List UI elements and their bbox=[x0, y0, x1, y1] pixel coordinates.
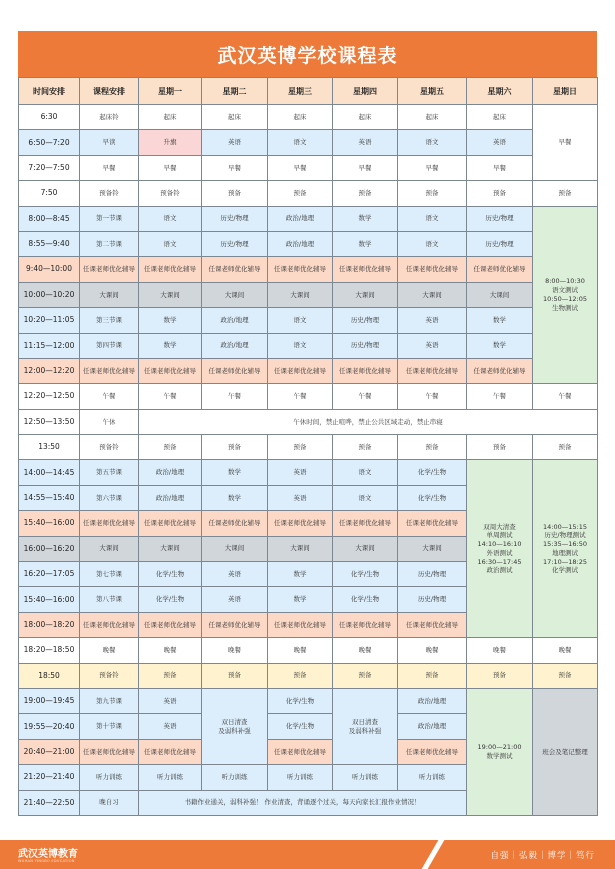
footer-divider bbox=[422, 840, 445, 869]
day-cell: 早餐 bbox=[268, 155, 333, 180]
table-row bbox=[19, 638, 598, 663]
day-cell: 语文 bbox=[333, 460, 398, 485]
day-cell: 英语 bbox=[398, 308, 467, 333]
day-cell: 数学 bbox=[202, 460, 268, 485]
day-cell: 化学/生物 bbox=[333, 562, 398, 587]
header-cell: 星期六 bbox=[467, 78, 533, 105]
time-cell: 16:20—17:05 bbox=[19, 562, 80, 587]
day-cell: 大课间 bbox=[333, 536, 398, 561]
time-cell: 9:40—10:00 bbox=[19, 257, 80, 282]
day-cell: 预备 bbox=[333, 663, 398, 688]
day-cell: 预备 bbox=[467, 435, 533, 460]
day-cell: 历史/物理 bbox=[333, 333, 398, 358]
day-cell: 语文 bbox=[268, 130, 333, 155]
day-cell: 听力训练 bbox=[202, 765, 268, 790]
day-cell: 语文 bbox=[268, 308, 333, 333]
course-cell: 第五节课 bbox=[80, 460, 139, 485]
day-cell: 起床 bbox=[268, 105, 333, 130]
table-row bbox=[19, 460, 598, 485]
day-cell: 任课老师优化辅导 bbox=[202, 511, 268, 536]
day-cell: 化学/生物 bbox=[398, 460, 467, 485]
day-cell: 晚餐 bbox=[139, 638, 202, 663]
header-cell: 星期日 bbox=[533, 78, 598, 105]
day-cell: 语文 bbox=[398, 130, 467, 155]
course-cell: 午休 bbox=[80, 409, 139, 434]
day-cell: 政治/地理 bbox=[139, 485, 202, 510]
header-row bbox=[19, 78, 598, 105]
day-cell: 任课老师优化辅导 bbox=[398, 739, 467, 764]
day-cell: 午餐 bbox=[467, 384, 533, 409]
header-cell: 星期二 bbox=[202, 78, 268, 105]
day-cell: 晚餐 bbox=[268, 638, 333, 663]
day-cell: 英语 bbox=[333, 130, 398, 155]
course-cell: 任课老师优化辅导 bbox=[80, 612, 139, 637]
course-cell: 早餐 bbox=[80, 155, 139, 180]
day-cell: 大课间 bbox=[202, 282, 268, 307]
day-cell: 午餐 bbox=[268, 384, 333, 409]
table-row bbox=[19, 206, 598, 231]
day-cell: 历史/物理 bbox=[398, 587, 467, 612]
day-cell: 任课老师优化辅导 bbox=[268, 739, 333, 764]
course-cell: 第一节课 bbox=[80, 206, 139, 231]
day-cell: 晚餐 bbox=[467, 638, 533, 663]
time-cell: 16:00—16:20 bbox=[19, 536, 80, 561]
time-cell: 13:50 bbox=[19, 435, 80, 460]
day-cell: 任课老师优化辅导 bbox=[467, 358, 533, 383]
day-cell: 起床 bbox=[139, 105, 202, 130]
day-cell: 预备 bbox=[467, 181, 533, 206]
day-cell: 英语 bbox=[139, 688, 202, 713]
day-cell: 任课老师优化辅导 bbox=[398, 612, 467, 637]
day-cell: 早餐 bbox=[333, 155, 398, 180]
time-cell: 12:20—12:50 bbox=[19, 384, 80, 409]
day-cell: 任课老师优化辅导 bbox=[202, 257, 268, 282]
day-cell: 预备 bbox=[268, 435, 333, 460]
day-cell: 任课老师优化辅导 bbox=[139, 358, 202, 383]
day-cell: 起床 bbox=[398, 105, 467, 130]
table-row bbox=[19, 358, 598, 383]
day-cell: 英语 bbox=[398, 333, 467, 358]
merged-cell-tuesday-evening: 双日清查 及弱科补强 bbox=[202, 688, 268, 764]
day-cell: 听力训练 bbox=[268, 765, 333, 790]
course-cell: 预备铃 bbox=[80, 435, 139, 460]
day-cell: 英语 bbox=[467, 130, 533, 155]
header-cell: 课程安排 bbox=[80, 78, 139, 105]
day-cell: 晚餐 bbox=[533, 638, 598, 663]
day-cell: 起床 bbox=[467, 105, 533, 130]
course-cell: 晚自习 bbox=[80, 790, 139, 815]
table-row bbox=[19, 282, 598, 307]
day-cell: 预备 bbox=[333, 181, 398, 206]
day-cell: 预备 bbox=[202, 663, 268, 688]
time-cell: 21:40—22:50 bbox=[19, 790, 80, 815]
day-cell: 任课老师优化辅导 bbox=[333, 358, 398, 383]
day-cell: 语文 bbox=[268, 333, 333, 358]
day-cell: 化学/生物 bbox=[268, 688, 333, 713]
day-cell: 早餐 bbox=[467, 155, 533, 180]
course-cell: 午餐 bbox=[80, 384, 139, 409]
day-cell: 任课老师优化辅导 bbox=[333, 511, 398, 536]
time-cell: 15:40—16:00 bbox=[19, 587, 80, 612]
day-cell: 预备 bbox=[268, 663, 333, 688]
time-cell: 8:00—8:45 bbox=[19, 206, 80, 231]
day-cell: 任课老师优化辅导 bbox=[139, 739, 202, 764]
day-cell: 语文 bbox=[398, 231, 467, 256]
table-row bbox=[19, 688, 598, 713]
course-cell: 预备铃 bbox=[80, 663, 139, 688]
time-cell: 6:50—7:20 bbox=[19, 130, 80, 155]
merged-cell-sunday-evening: 班会及笔记整理 bbox=[533, 688, 598, 815]
day-cell: 大课间 bbox=[398, 282, 467, 307]
course-cell: 任课老师优化辅导 bbox=[80, 739, 139, 764]
merged-cell-thursday-evening: 双日清查 及弱科补强 bbox=[333, 688, 398, 764]
merged-cell-sunday-afternoon-tests: 14:00—15:15 历史/物理测试 15:35—16:50 地理测试 17:10—18:25 化学测试 bbox=[533, 460, 598, 638]
day-cell: 语文 bbox=[139, 231, 202, 256]
day-cell: 预备 bbox=[398, 663, 467, 688]
day-cell: 晚餐 bbox=[202, 638, 268, 663]
table-row bbox=[19, 105, 598, 130]
day-cell: 升旗 bbox=[139, 130, 202, 155]
time-cell: 7:20—7:50 bbox=[19, 155, 80, 180]
merged-cell-saturday-evening-test: 19:00—21:00 数学测试 bbox=[467, 688, 533, 815]
footer-logo-subtitle: WUHAN YINGBO EDUCATION bbox=[18, 859, 75, 863]
day-cell: 历史/物理 bbox=[398, 562, 467, 587]
day-cell: 预备 bbox=[139, 435, 202, 460]
header-cell: 星期一 bbox=[139, 78, 202, 105]
day-cell: 听力训练 bbox=[139, 765, 202, 790]
day-cell: 历史/物理 bbox=[467, 206, 533, 231]
day-cell: 预备 bbox=[533, 181, 598, 206]
day-cell: 政治/地理 bbox=[268, 231, 333, 256]
day-cell: 预备 bbox=[398, 435, 467, 460]
day-cell: 午餐 bbox=[333, 384, 398, 409]
time-cell: 7:50 bbox=[19, 181, 80, 206]
day-cell: 任课老师优化辅导 bbox=[398, 358, 467, 383]
day-cell: 英语 bbox=[202, 587, 268, 612]
day-cell: 数学 bbox=[202, 485, 268, 510]
day-cell: 政治/地理 bbox=[398, 714, 467, 739]
day-cell: 任课老师优化辅导 bbox=[268, 612, 333, 637]
footer-bar bbox=[0, 840, 615, 869]
day-cell: 任课老师优化辅导 bbox=[202, 358, 268, 383]
day-cell: 起床 bbox=[333, 105, 398, 130]
schedule-title: 武汉英博学校课程表 bbox=[18, 31, 597, 77]
day-cell: 历史/物理 bbox=[202, 206, 268, 231]
day-cell: 听力训练 bbox=[333, 765, 398, 790]
self-study-notice: 书籍作业通关，弱科补强！ 作业清查，背诵逐个过关，每天向家长汇报作业情况！ bbox=[139, 790, 467, 815]
day-cell: 大课间 bbox=[139, 282, 202, 307]
day-cell: 化学/生物 bbox=[139, 587, 202, 612]
day-cell: 任课老师优化辅导 bbox=[268, 358, 333, 383]
time-cell: 18:00—18:20 bbox=[19, 612, 80, 637]
day-cell: 午餐 bbox=[139, 384, 202, 409]
day-cell: 语文 bbox=[333, 485, 398, 510]
day-cell: 早餐 bbox=[139, 155, 202, 180]
day-cell: 大课间 bbox=[268, 536, 333, 561]
merged-cell-sunday-morning-tests: 8:00—10:30 语文测试 10:50—12:05 生物测试 bbox=[533, 206, 598, 384]
day-cell: 晚餐 bbox=[333, 638, 398, 663]
day-cell: 数学 bbox=[333, 231, 398, 256]
time-cell: 10:20—11:05 bbox=[19, 308, 80, 333]
day-cell: 任课老师优化辅导 bbox=[333, 612, 398, 637]
course-cell: 第二节课 bbox=[80, 231, 139, 256]
day-cell: 任课老师优化辅导 bbox=[139, 612, 202, 637]
course-cell: 第八节课 bbox=[80, 587, 139, 612]
day-cell: 历史/物理 bbox=[202, 231, 268, 256]
day-cell: 预备 bbox=[467, 663, 533, 688]
time-cell: 11:15—12:00 bbox=[19, 333, 80, 358]
day-cell: 预备 bbox=[398, 181, 467, 206]
merged-cell-saturday-afternoon-tests: 双周大清查 单周测试 14:10—16:10 外语测试 16:30—17:45 政治测试 bbox=[467, 460, 533, 638]
day-cell: 数学 bbox=[268, 562, 333, 587]
day-cell: 数学 bbox=[268, 587, 333, 612]
schedule-table bbox=[18, 77, 598, 816]
day-cell: 化学/生物 bbox=[268, 714, 333, 739]
day-cell: 任课老师优化辅导 bbox=[202, 612, 268, 637]
time-cell: 12:00—12:20 bbox=[19, 358, 80, 383]
course-cell: 第六节课 bbox=[80, 485, 139, 510]
day-cell: 任课老师优化辅导 bbox=[139, 257, 202, 282]
table-row bbox=[19, 409, 598, 434]
course-cell: 预备铃 bbox=[80, 181, 139, 206]
day-cell: 任课老师优化辅导 bbox=[333, 257, 398, 282]
time-cell: 14:55—15:40 bbox=[19, 485, 80, 510]
time-cell: 6:30 bbox=[19, 105, 80, 130]
day-cell: 英语 bbox=[202, 130, 268, 155]
header-cell: 时间安排 bbox=[19, 78, 80, 105]
day-cell: 晚餐 bbox=[398, 638, 467, 663]
nap-notice: 午休时间，禁止喧哗，禁止公共区域走动，禁止串寝 bbox=[139, 409, 598, 434]
day-cell: 英语 bbox=[268, 485, 333, 510]
day-cell: 早餐 bbox=[398, 155, 467, 180]
time-cell: 19:55—20:40 bbox=[19, 714, 80, 739]
day-cell: 任课老师优化辅导 bbox=[139, 511, 202, 536]
day-cell: 数学 bbox=[139, 333, 202, 358]
table-row bbox=[19, 231, 598, 256]
course-cell: 起床铃 bbox=[80, 105, 139, 130]
day-cell: 听力训练 bbox=[398, 765, 467, 790]
day-cell: 预备铃 bbox=[139, 181, 202, 206]
course-cell: 第四节课 bbox=[80, 333, 139, 358]
time-cell: 14:00—14:45 bbox=[19, 460, 80, 485]
day-cell: 预备 bbox=[202, 435, 268, 460]
day-cell: 化学/生物 bbox=[398, 485, 467, 510]
table-row bbox=[19, 155, 598, 180]
day-cell: 午餐 bbox=[533, 384, 598, 409]
day-cell: 预备 bbox=[139, 663, 202, 688]
day-cell: 化学/生物 bbox=[333, 587, 398, 612]
day-cell: 政治/地理 bbox=[202, 308, 268, 333]
day-cell: 英语 bbox=[139, 714, 202, 739]
day-cell: 数学 bbox=[467, 308, 533, 333]
course-cell: 任课老师优化辅导 bbox=[80, 257, 139, 282]
day-cell: 政治/地理 bbox=[268, 206, 333, 231]
course-cell: 听力训练 bbox=[80, 765, 139, 790]
day-cell: 大课间 bbox=[268, 282, 333, 307]
header-cell: 星期五 bbox=[398, 78, 467, 105]
course-cell: 大课间 bbox=[80, 536, 139, 561]
table-row bbox=[19, 663, 598, 688]
day-cell: 预备 bbox=[333, 435, 398, 460]
table-row bbox=[19, 333, 598, 358]
footer-motto: 自强｜弘毅｜博学｜笃行 bbox=[490, 851, 595, 861]
course-cell: 晚餐 bbox=[80, 638, 139, 663]
table-row bbox=[19, 308, 598, 333]
day-cell: 大课间 bbox=[398, 536, 467, 561]
day-cell: 任课老师优化辅导 bbox=[268, 257, 333, 282]
table-row bbox=[19, 435, 598, 460]
footer-logo: 武汉英博教育 bbox=[18, 849, 78, 860]
day-cell: 数学 bbox=[333, 206, 398, 231]
day-cell: 预备 bbox=[202, 181, 268, 206]
schedule-sheet bbox=[18, 31, 597, 816]
course-cell: 任课老师优化辅导 bbox=[80, 511, 139, 536]
day-cell: 历史/物理 bbox=[467, 231, 533, 256]
day-cell: 政治/地理 bbox=[202, 333, 268, 358]
day-cell: 午餐 bbox=[202, 384, 268, 409]
time-cell: 18:50 bbox=[19, 663, 80, 688]
day-cell: 任课老师优化辅导 bbox=[398, 511, 467, 536]
header-cell: 星期三 bbox=[268, 78, 333, 105]
day-cell: 政治/地理 bbox=[398, 688, 467, 713]
table-row bbox=[19, 257, 598, 282]
day-cell: 语文 bbox=[398, 206, 467, 231]
time-cell: 8:55—9:40 bbox=[19, 231, 80, 256]
day-cell: 英语 bbox=[202, 562, 268, 587]
course-cell: 任课老师优化辅导 bbox=[80, 358, 139, 383]
merged-cell-sunday-breakfast: 早餐 bbox=[533, 105, 598, 181]
header-cell: 星期四 bbox=[333, 78, 398, 105]
course-cell: 第十节课 bbox=[80, 714, 139, 739]
time-cell: 21:20—21:40 bbox=[19, 765, 80, 790]
day-cell: 历史/物理 bbox=[333, 308, 398, 333]
course-cell: 大课间 bbox=[80, 282, 139, 307]
day-cell: 化学/生物 bbox=[139, 562, 202, 587]
time-cell: 15:40—16:00 bbox=[19, 511, 80, 536]
day-cell: 大课间 bbox=[139, 536, 202, 561]
day-cell: 大课间 bbox=[333, 282, 398, 307]
day-cell: 任课老师优化辅导 bbox=[268, 511, 333, 536]
day-cell: 早餐 bbox=[202, 155, 268, 180]
course-cell: 第三节课 bbox=[80, 308, 139, 333]
day-cell: 午餐 bbox=[398, 384, 467, 409]
table-row bbox=[19, 130, 598, 155]
course-cell: 第九节课 bbox=[80, 688, 139, 713]
day-cell: 任课老师优化辅导 bbox=[398, 257, 467, 282]
time-cell: 18:20—18:50 bbox=[19, 638, 80, 663]
day-cell: 大课间 bbox=[467, 282, 533, 307]
day-cell: 预备 bbox=[533, 435, 598, 460]
time-cell: 20:40—21:00 bbox=[19, 739, 80, 764]
day-cell: 任课老师优化辅导 bbox=[467, 257, 533, 282]
time-cell: 12:50—13:50 bbox=[19, 409, 80, 434]
day-cell: 语文 bbox=[139, 206, 202, 231]
course-cell: 第七节课 bbox=[80, 562, 139, 587]
day-cell: 预备 bbox=[268, 181, 333, 206]
day-cell: 政治/地理 bbox=[139, 460, 202, 485]
day-cell: 预备 bbox=[533, 663, 598, 688]
time-cell: 19:00—19:45 bbox=[19, 688, 80, 713]
day-cell: 起床 bbox=[202, 105, 268, 130]
course-cell: 早读 bbox=[80, 130, 139, 155]
day-cell: 数学 bbox=[467, 333, 533, 358]
table-row bbox=[19, 181, 598, 206]
day-cell: 数学 bbox=[139, 308, 202, 333]
day-cell: 英语 bbox=[268, 460, 333, 485]
day-cell: 大课间 bbox=[202, 536, 268, 561]
table-row bbox=[19, 384, 598, 409]
time-cell: 10:00—10:20 bbox=[19, 282, 80, 307]
